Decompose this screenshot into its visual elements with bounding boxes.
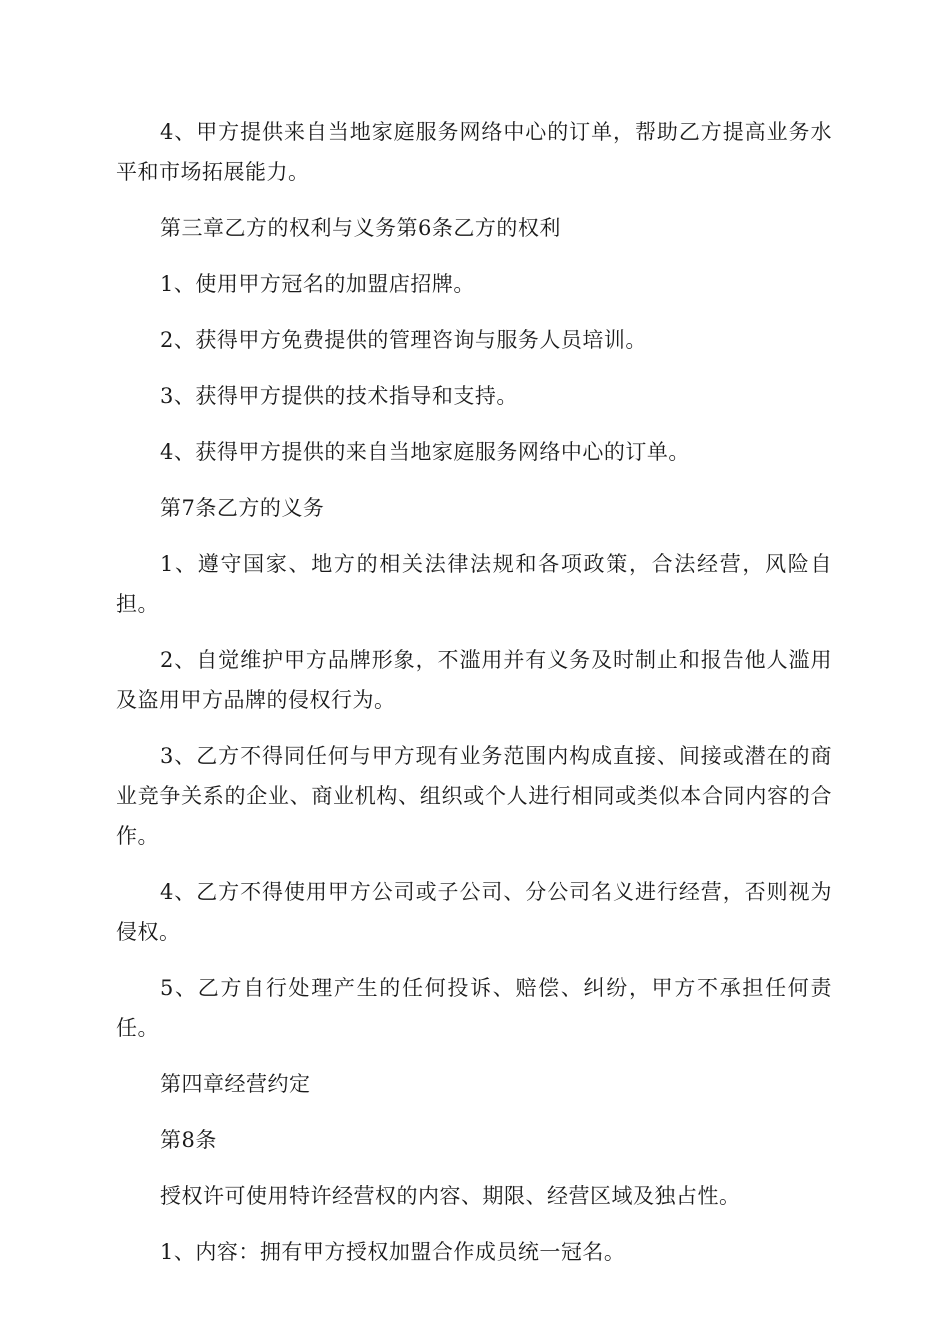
paragraph: 1、内容：拥有甲方授权加盟合作成员统一冠名。 (160, 1240, 626, 1264)
paragraph: 第四章经营约定 (160, 1072, 311, 1096)
document-body (116, 112, 832, 1288)
paragraph: 5、乙方自行处理产生的任何投诉、赔偿、纠纷，甲方不承担任何责任。 (116, 976, 832, 1040)
paragraph: 1、使用甲方冠名的加盟店招牌。 (160, 272, 475, 296)
paragraph: 第7条乙方的义务 (160, 496, 325, 520)
paragraph: 第三章乙方的权利与义务第6条乙方的权利 (160, 216, 561, 240)
paragraph: 4、乙方不得使用甲方公司或子公司、分公司名义进行经营，否则视为侵权。 (116, 880, 832, 944)
paragraph: 授权许可使用特许经营权的内容、期限、经营区域及独占性。 (160, 1184, 741, 1208)
paragraph: 3、获得甲方提供的技术指导和支持。 (160, 384, 518, 408)
paragraph: 1、遵守国家、地方的相关法律法规和各项政策，合法经营，风险自担。 (116, 552, 832, 616)
paragraph: 2、获得甲方免费提供的管理咨询与服务人员培训。 (160, 328, 647, 352)
paragraph: 4、甲方提供来自当地家庭服务网络中心的订单，帮助乙方提高业务水平和市场拓展能力。 (116, 120, 832, 184)
paragraph: 3、乙方不得同任何与甲方现有业务范围内构成直接、间接或潜在的商业竞争关系的企业、商业机构、组织或个人进行相同或类似本合同内容的合作。 (116, 744, 832, 848)
paragraph: 4、获得甲方提供的来自当地家庭服务网络中心的订单。 (160, 440, 690, 464)
paragraph: 2、自觉维护甲方品牌形象，不滥用并有义务及时制止和报告他人滥用及盗用甲方品牌的侵权行为。 (116, 648, 832, 712)
paragraph: 第8条 (160, 1128, 217, 1152)
